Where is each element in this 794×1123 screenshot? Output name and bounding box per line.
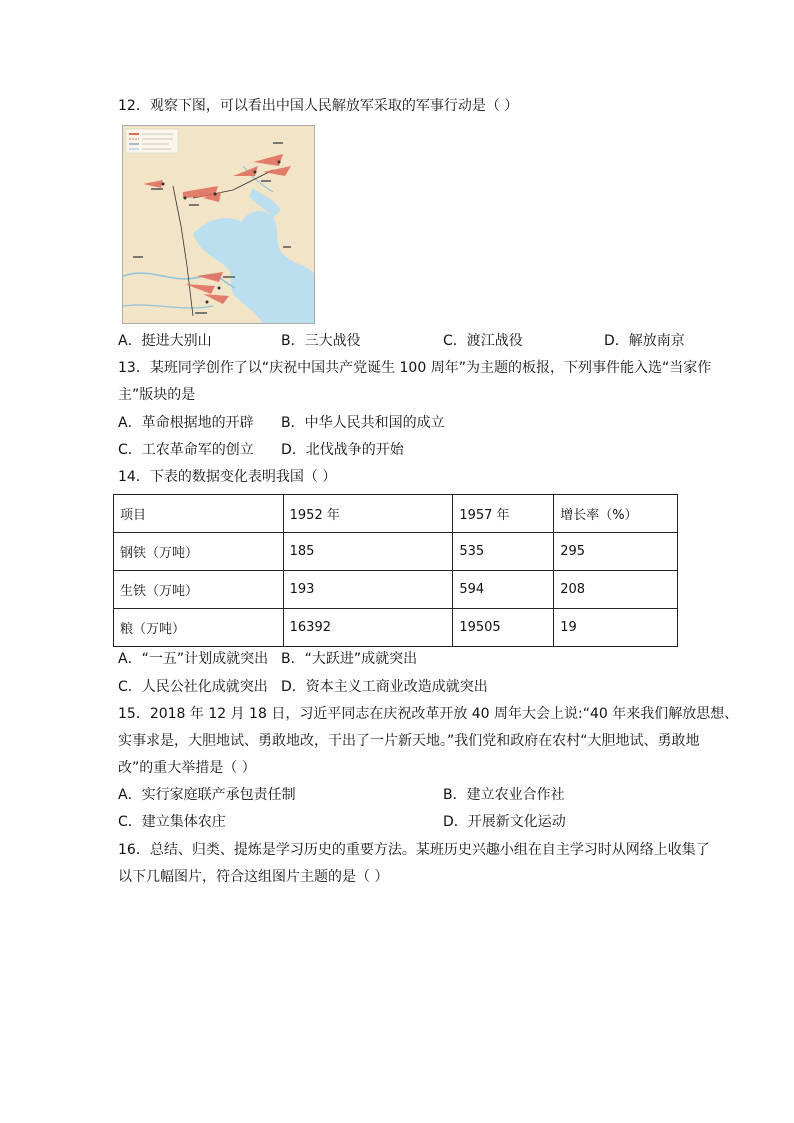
table-cell: 19505 xyxy=(453,609,554,647)
q12-option-a[interactable]: A．挺进大别山 xyxy=(118,333,212,349)
q12-option-c[interactable]: C．渡江战役 xyxy=(443,333,523,349)
military-map xyxy=(122,125,315,324)
table-cell: 16392 xyxy=(283,609,453,647)
q15-stem-line2: 实事求是，大胆地试、勇敢地改，干出了一片新天地。”我们党和政府在农村“大胆地试、勇敢地 xyxy=(118,733,700,749)
table-header-cell: 1957 年 xyxy=(453,495,554,533)
q12-stem: 12．观察下图，可以看出中国人民解放军采取的军事行动是（ ） xyxy=(118,98,519,114)
table-header-row xyxy=(114,495,678,533)
q15-stem-line3: 改”的重大举措是（ ） xyxy=(118,760,256,776)
q12-option-d[interactable]: D．解放南京 xyxy=(604,333,685,349)
q14-option-c[interactable]: C．人民公社化成就突出 xyxy=(118,679,268,695)
table-cell: 208 xyxy=(554,571,678,609)
q15-option-d[interactable]: D．开展新文化运动 xyxy=(443,814,566,830)
q14-option-b[interactable]: B．“大跃进”成就突出 xyxy=(281,651,418,667)
q14-option-d[interactable]: D．资本主义工商业改造成就突出 xyxy=(281,679,488,695)
table-cell: 钢铁（万吨） xyxy=(114,533,284,571)
q15-option-a[interactable]: A．实行家庭联产承包责任制 xyxy=(118,787,296,803)
q14-data-table xyxy=(113,494,678,647)
table-cell: 594 xyxy=(453,571,554,609)
table-header-cell: 1952 年 xyxy=(283,495,453,533)
q15-option-c[interactable]: C．建立集体农庄 xyxy=(118,814,226,830)
q13-option-c[interactable]: C．工农革命军的创立 xyxy=(118,442,254,458)
q13-option-a[interactable]: A．革命根据地的开辟 xyxy=(118,415,254,431)
q15-option-b[interactable]: B．建立农业合作社 xyxy=(443,787,565,803)
map-graphic xyxy=(123,126,314,323)
q12-option-b[interactable]: B．三大战役 xyxy=(281,333,361,349)
q13-option-b[interactable]: B．中华人民共和国的成立 xyxy=(281,415,445,431)
table-cell: 19 xyxy=(554,609,678,647)
table-cell: 185 xyxy=(283,533,453,571)
table-row xyxy=(114,609,678,647)
q14-stem: 14．下表的数据变化表明我国（ ） xyxy=(118,469,337,485)
table-cell: 535 xyxy=(453,533,554,571)
q15-stem-line1: 15．2018 年 12 月 18 日，习近平同志在庆祝改革开放 40 周年大会上说:“40 年来我们解放思想、 xyxy=(118,706,739,722)
q13-option-d[interactable]: D．北伐战争的开始 xyxy=(281,442,404,458)
q13-stem-line1: 13．某班同学创作了以“庆祝中国共产党诞生 100 周年”为主题的板报，下列事件能入选“当家作 xyxy=(118,360,712,376)
q16-stem-line1: 16．总结、归类、提炼是学习历史的重要方法。某班历史兴趣小组在自主学习时从网络上收集了 xyxy=(118,842,710,858)
table-row xyxy=(114,571,678,609)
table-header-cell: 增长率（%） xyxy=(554,495,678,533)
table-row xyxy=(114,533,678,571)
table-cell: 295 xyxy=(554,533,678,571)
table-cell: 生铁（万吨） xyxy=(114,571,284,609)
q13-stem-line2: 主”版块的是 xyxy=(118,387,196,403)
table-cell: 粮（万吨） xyxy=(114,609,284,647)
table-cell: 193 xyxy=(283,571,453,609)
q16-stem-line2: 以下几幅图片，符合这组图片主题的是（ ） xyxy=(118,869,389,885)
table-header-cell: 项目 xyxy=(114,495,284,533)
q14-option-a[interactable]: A．“一五”计划成就突出 xyxy=(118,651,269,667)
